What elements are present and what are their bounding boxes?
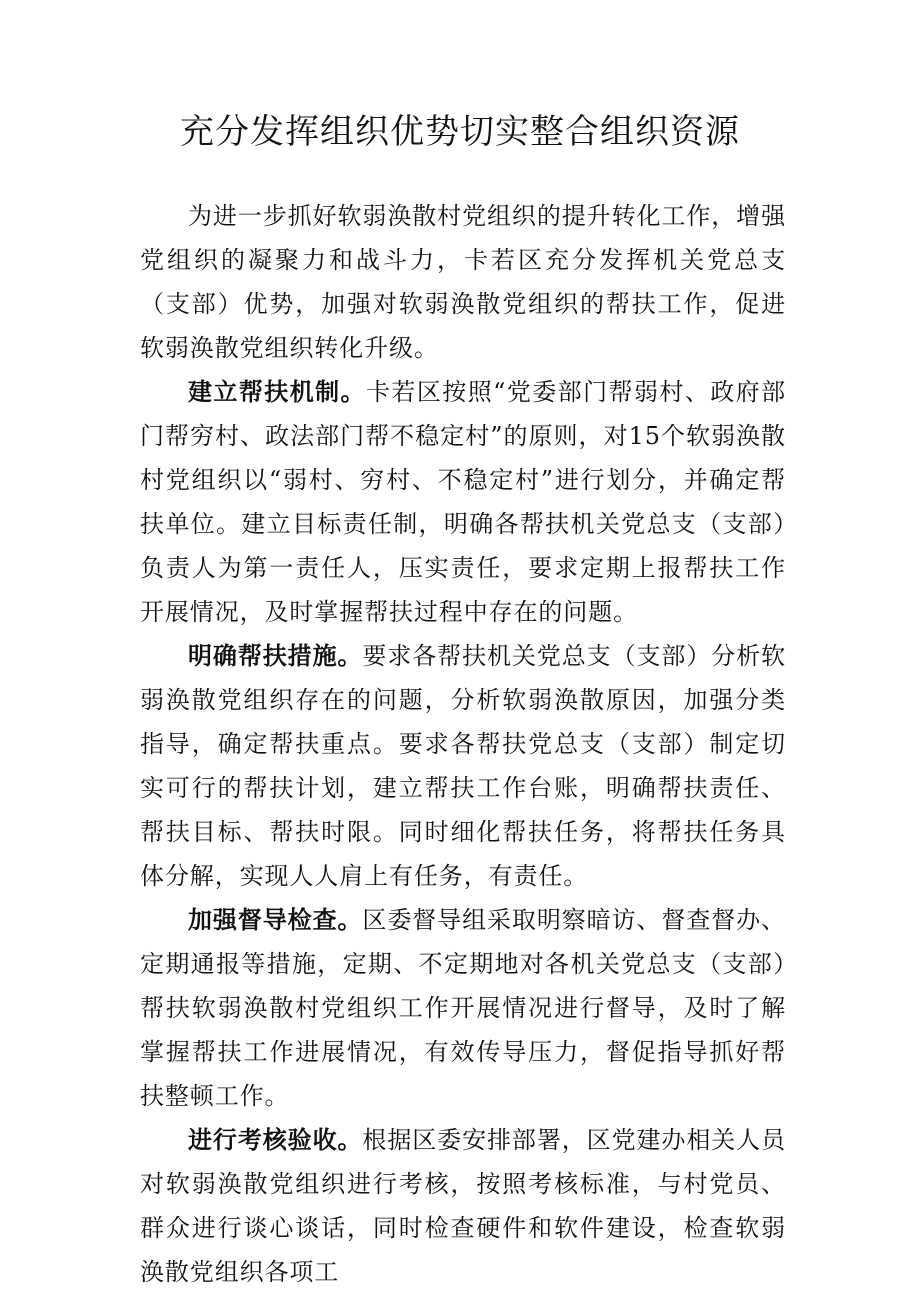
paragraph-intro: [140, 194, 786, 370]
paragraph-assessment: [140, 1118, 786, 1294]
document-body: [140, 194, 786, 1294]
paragraph-lead-heading: 建立帮扶机制。: [188, 378, 366, 406]
paragraph-text: 区委督导组采取明察暗访、督查督办、定期通报等措施，定期、不定期地对各机关党总支（支部）帮扶软弱涣散村党组织工作开展情况进行督导，及时了解掌握帮扶工作进展情况，有效传导压力，督促指导抓好帮扶整顿工作。: [140, 906, 786, 1110]
document-title: 充分发挥组织优势切实整合组织资源: [180, 112, 740, 152]
paragraph-lead-heading: 加强督导检查。: [188, 906, 363, 934]
paragraph-text: 要求各帮扶机关党总支（支部）分析软弱涣散党组织存在的问题，分析软弱涣散原因，加强分类指导，确定帮扶重点。要求各帮扶党总支（支部）制定切实可行的帮扶计划，建立帮扶工作台账，明确帮扶责任、帮扶目标、帮扶时限。同时细化帮扶任务，将帮扶任务具体分解，实现人人肩上有任务，有责任。: [140, 642, 786, 890]
paragraph-supervision: [140, 898, 786, 1118]
paragraph-text: 根据区委安排部署，区党建办相关人员对软弱涣散党组织进行考核，按照考核标准，与村党员、群众进行谈心谈话，同时检查硬件和软件建设，检查软弱涣散党组织各项工: [140, 1126, 786, 1286]
paragraph-mechanism: [140, 370, 786, 634]
paragraph-lead-heading: 进行考核验收。: [188, 1126, 363, 1154]
paragraph-lead-heading: 明确帮扶措施。: [188, 642, 363, 670]
paragraph-measures: [140, 634, 786, 898]
paragraph-text: 卡若区按照“党委部门帮弱村、政府部门帮穷村、政法部门帮不稳定村”的原则，对15个软弱涣散村党组织以“弱村、穷村、不稳定村”进行划分，并确定帮扶单位。建立目标责任制，明确各帮扶机关党总支（支部）负责人为第一责任人，压实责任，要求定期上报帮扶工作开展情况，及时掌握帮扶过程中存在的问题。: [140, 378, 786, 626]
paragraph-text: 为进一步抓好软弱涣散村党组织的提升转化工作，增强党组织的凝聚力和战斗力，卡若区充分发挥机关党总支（支部）优势，加强对软弱涣散党组织的帮扶工作，促进软弱涣散党组织转化升级。: [140, 202, 786, 362]
